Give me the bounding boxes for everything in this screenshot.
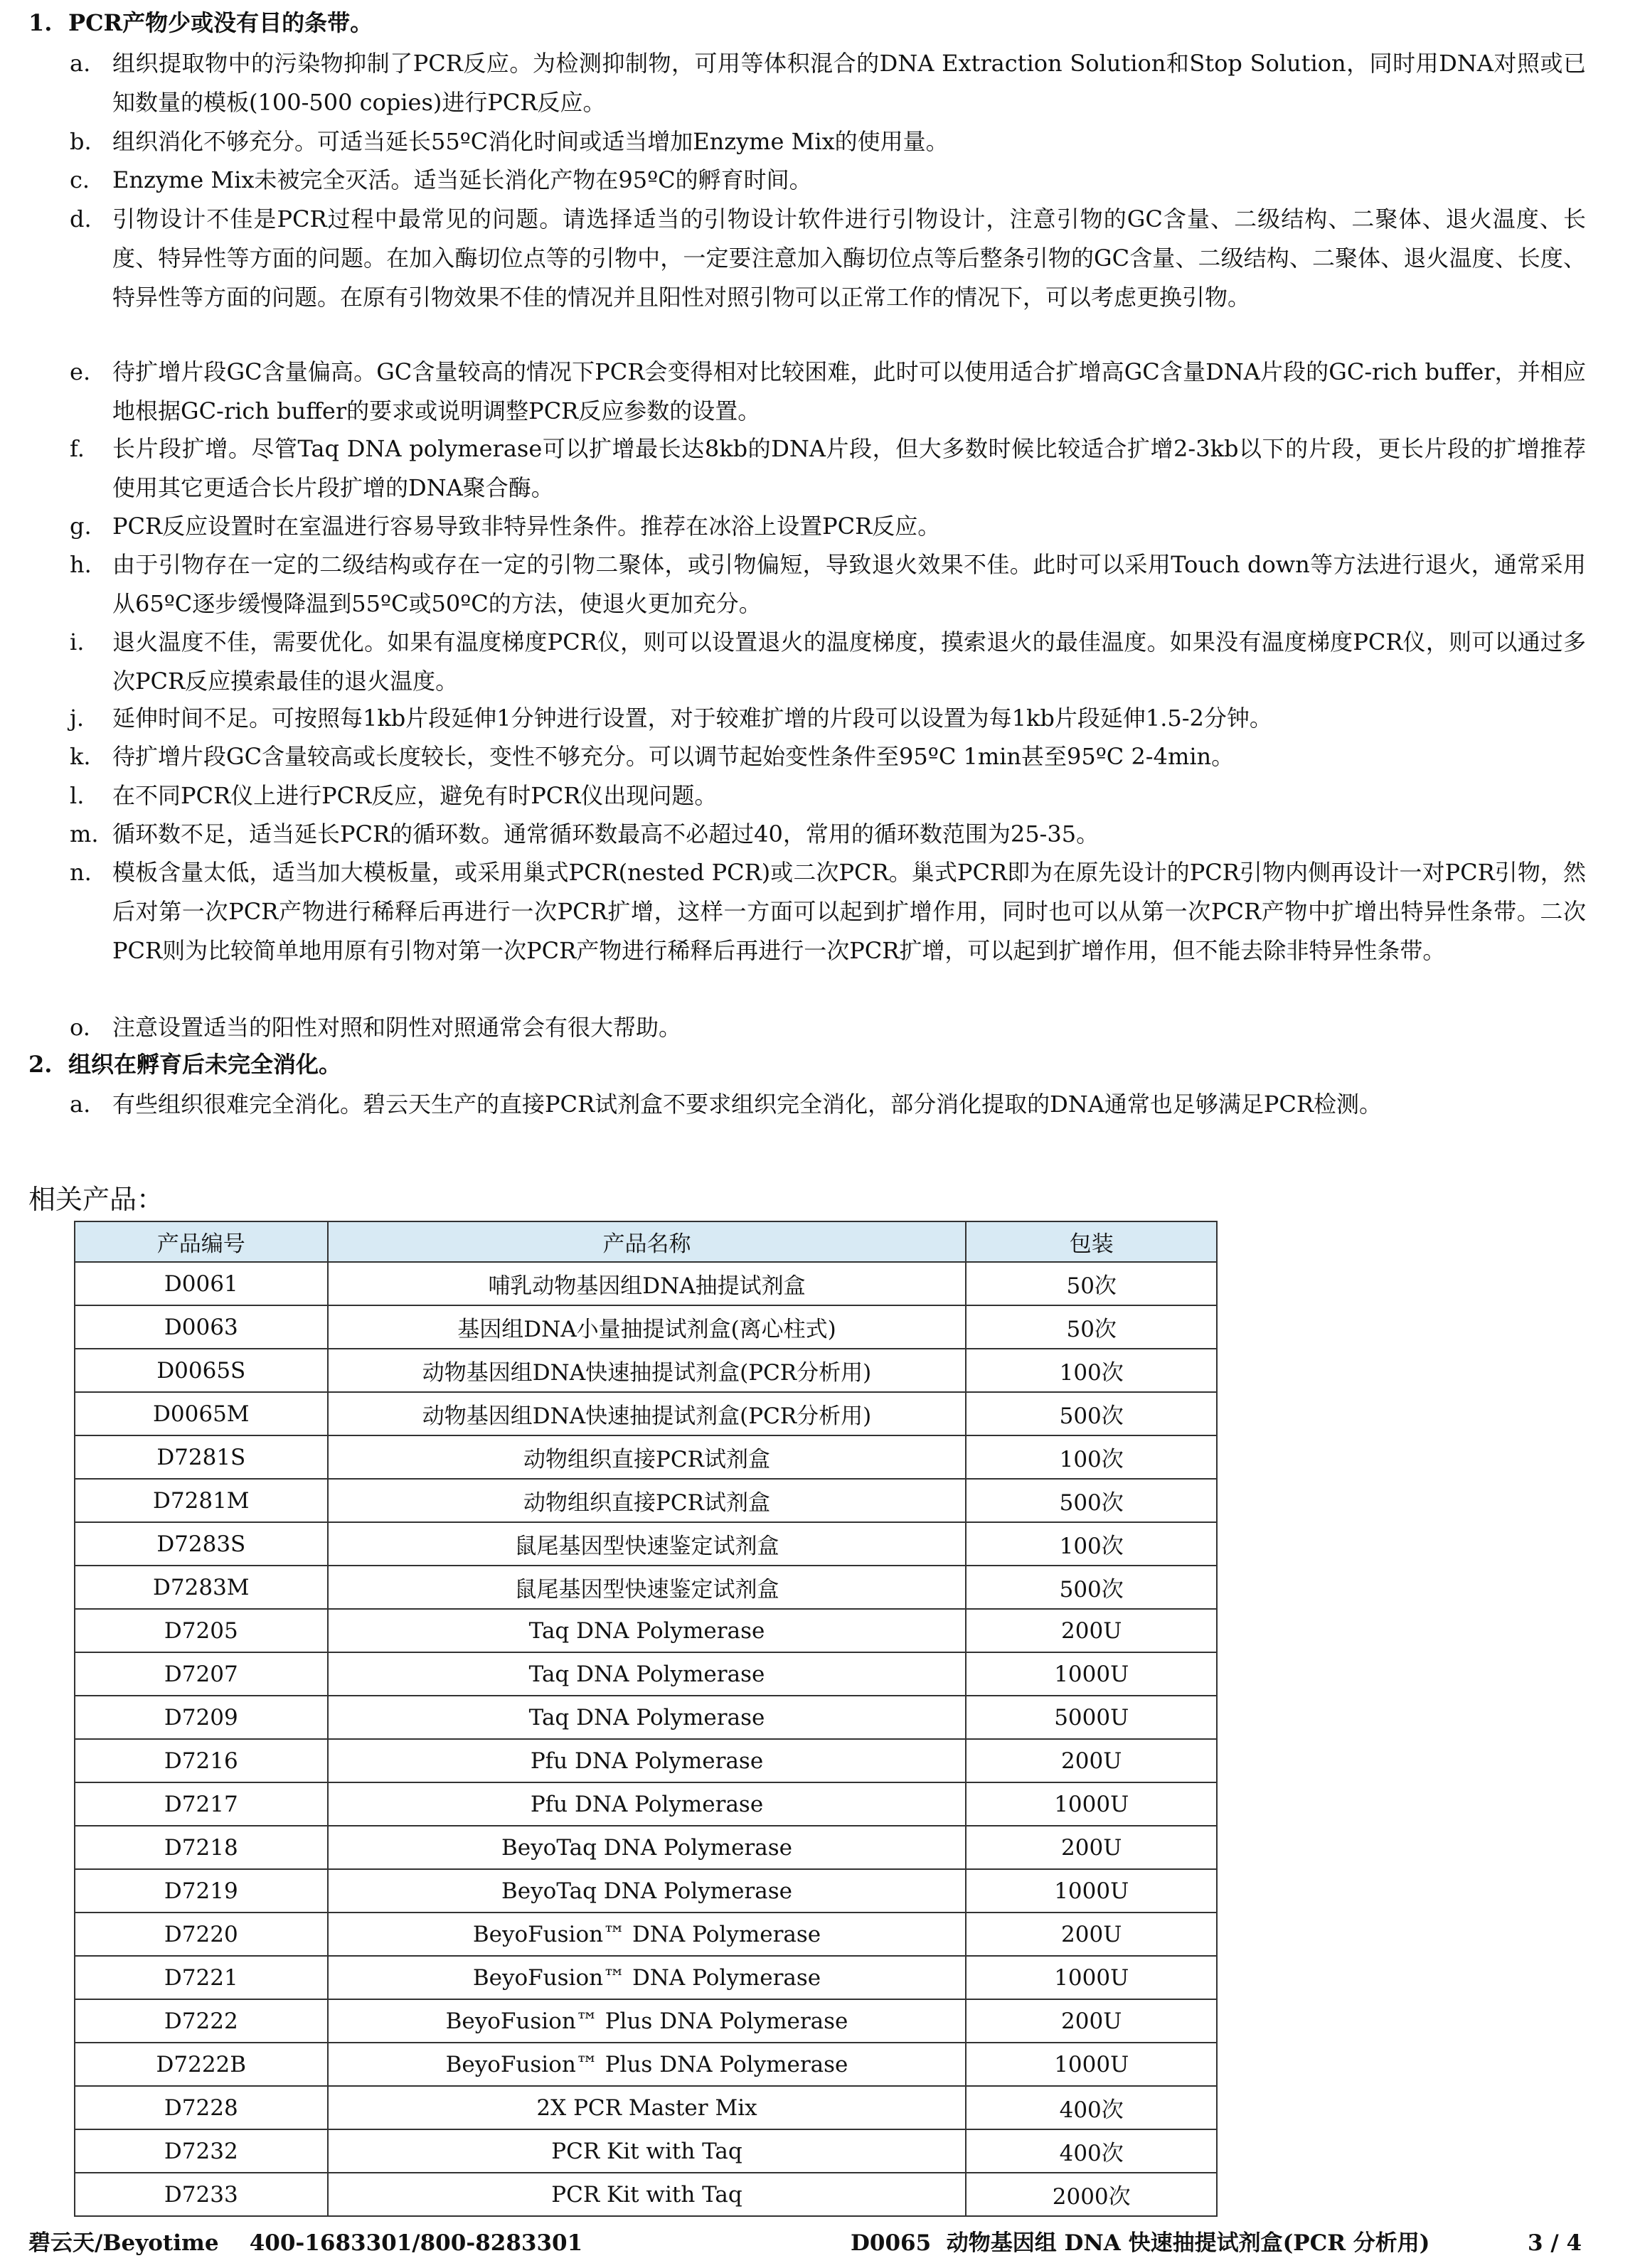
footer-product-title: D0065 动物基因组 DNA 快速抽提试剂盒(PCR 分析用) bbox=[851, 2230, 1430, 2256]
footer-company-contact: 碧云天/Beyotime 400-1683301/800-8283301 bbox=[28, 2230, 583, 2256]
table-row bbox=[75, 1305, 1217, 1349]
product-package: 400次 bbox=[966, 2086, 1217, 2129]
product-name: PCR Kit with Taq bbox=[328, 2129, 967, 2173]
item-text: 延伸时间不足。可按照每1kb片段延伸1分钟进行设置，对于较难扩增的片段可以设置为每1kb片段延伸1.5-2分钟。 bbox=[112, 705, 1272, 732]
item-letter: a. bbox=[70, 50, 91, 77]
product-name: Pfu DNA Polymerase bbox=[328, 1739, 967, 1782]
list-item bbox=[70, 737, 1586, 776]
list-item bbox=[70, 1085, 1586, 1124]
product-code: D0061 bbox=[75, 1262, 328, 1305]
table-row bbox=[75, 1782, 1217, 1826]
related-products-title: 相关产品： bbox=[28, 1184, 164, 1215]
item-letter: g. bbox=[70, 513, 92, 540]
footer-page-number: 3 / 4 bbox=[1528, 2230, 1582, 2256]
table-row bbox=[75, 1869, 1217, 1913]
product-name: 基因组DNA小量抽提试剂盒(离心柱式) bbox=[328, 1305, 967, 1349]
product-name: 动物组织直接PCR试剂盒 bbox=[328, 1435, 967, 1479]
product-name: Pfu DNA Polymerase bbox=[328, 1782, 967, 1826]
item-letter: j. bbox=[70, 705, 85, 732]
item-text: 有些组织很难完全消化。碧云天生产的直接PCR试剂盒不要求组织完全消化，部分消化提取的DNA通常也足够满足PCR检测。 bbox=[112, 1091, 1382, 1118]
list-item bbox=[70, 853, 1586, 970]
table-row bbox=[75, 2086, 1217, 2129]
header-product-code: 产品编号 bbox=[75, 1221, 328, 1262]
product-code: D7209 bbox=[75, 1696, 328, 1739]
list-item bbox=[70, 122, 1586, 161]
product-name: Taq DNA Polymerase bbox=[328, 1609, 967, 1652]
section-2-heading bbox=[28, 1049, 341, 1080]
product-code: D7222B bbox=[75, 2043, 328, 2086]
item-letter: e. bbox=[70, 358, 91, 385]
product-code: D7221 bbox=[75, 1956, 328, 1999]
list-item bbox=[70, 507, 1586, 546]
table-row bbox=[75, 1652, 1217, 1696]
list-item bbox=[70, 44, 1586, 122]
product-package: 1000U bbox=[966, 2043, 1217, 2086]
table-row bbox=[75, 2043, 1217, 2086]
table-row bbox=[75, 1956, 1217, 1999]
product-code: D7218 bbox=[75, 1826, 328, 1869]
list-item bbox=[70, 429, 1586, 508]
product-name: BeyoFusion™ Plus DNA Polymerase bbox=[328, 1999, 967, 2043]
product-name: BeyoTaq DNA Polymerase bbox=[328, 1826, 967, 1869]
product-package: 200U bbox=[966, 1913, 1217, 1956]
table-row bbox=[75, 1999, 1217, 2043]
item-letter: f. bbox=[70, 435, 85, 462]
item-text: 循环数不足，适当延长PCR的循环数。通常循环数最高不必超过40，常用的循环数范围为25-35。 bbox=[112, 820, 1099, 847]
list-item bbox=[70, 200, 1586, 317]
product-package: 1000U bbox=[966, 1652, 1217, 1696]
table-row bbox=[75, 2173, 1217, 2216]
product-code: D7283M bbox=[75, 1566, 328, 1609]
product-package: 100次 bbox=[966, 1349, 1217, 1392]
item-letter: m. bbox=[70, 820, 99, 847]
item-letter: b. bbox=[70, 128, 92, 155]
product-name: BeyoFusion™ Plus DNA Polymerase bbox=[328, 2043, 967, 2086]
product-code: D0065M bbox=[75, 1392, 328, 1435]
item-text: 退火温度不佳，需要优化。如果有温度梯度PCR仪，则可以设置退火的温度梯度，摸索退火的最佳温度。如果没有温度梯度PCR仪，则可以通过多次PCR反应摸索最佳的退火温度。 bbox=[112, 628, 1586, 695]
item-text: PCR反应设置时在室温进行容易导致非特异性条件。推荐在冰浴上设置PCR反应。 bbox=[112, 513, 941, 540]
item-letter: a. bbox=[70, 1091, 91, 1118]
product-code: D7217 bbox=[75, 1782, 328, 1826]
item-letter: k. bbox=[70, 743, 91, 770]
product-code: D7222 bbox=[75, 1999, 328, 2043]
header-package: 包装 bbox=[966, 1221, 1217, 1262]
product-name: Taq DNA Polymerase bbox=[328, 1696, 967, 1739]
product-code: D0065S bbox=[75, 1349, 328, 1392]
product-name: 鼠尾基因型快速鉴定试剂盒 bbox=[328, 1566, 967, 1609]
product-package: 2000次 bbox=[966, 2173, 1217, 2216]
table-row bbox=[75, 1262, 1217, 1305]
table-row bbox=[75, 1349, 1217, 1392]
item-letter: h. bbox=[70, 551, 92, 578]
table-row bbox=[75, 1826, 1217, 1869]
section-1-heading bbox=[28, 7, 373, 38]
table-row bbox=[75, 1566, 1217, 1609]
table-header-row bbox=[75, 1221, 1217, 1262]
product-package: 100次 bbox=[966, 1435, 1217, 1479]
product-name: 动物基因组DNA快速抽提试剂盒(PCR分析用) bbox=[328, 1392, 967, 1435]
product-package: 500次 bbox=[966, 1392, 1217, 1435]
item-text: 模板含量太低，适当加大模板量，或采用巢式PCR(nested PCR)或二次PCR。巢式PCR即为在原先设计的PCR引物内侧再设计一对PCR引物，然后对第一次PCR产物进行稀释后再进行一次PCR扩增，这样一方面可以起到扩增作用，同时也可以从第一次PCR产物中扩增出特异性条带。二次PCR则为比较简单地用原有引物对第一次PCR产物进行稀释后再进行一次PCR扩增，可以起到扩增作用，但不能去除非特异性条带。 bbox=[112, 859, 1586, 964]
table-row bbox=[75, 1739, 1217, 1782]
table-row bbox=[75, 2129, 1217, 2173]
table-row bbox=[75, 1435, 1217, 1479]
related-products-table bbox=[74, 1221, 1218, 2217]
item-letter: n. bbox=[70, 859, 92, 886]
product-code: D7281S bbox=[75, 1435, 328, 1479]
product-name: 鼠尾基因型快速鉴定试剂盒 bbox=[328, 1522, 967, 1566]
product-name: BeyoTaq DNA Polymerase bbox=[328, 1869, 967, 1913]
item-text: 组织提取物中的污染物抑制了PCR反应。为检测抑制物，可用等体积混合的DNA Extraction Solution和Stop Solution，同时用DNA对照或已知数量的模板(100-500 copies)进行PCR反应。 bbox=[112, 50, 1586, 116]
item-text: 待扩增片段GC含量偏高。GC含量较高的情况下PCR会变得相对比较困难，此时可以使用适合扩增高GC含量DNA片段的GC-rich buffer，并相应地根据GC-rich buffer的要求或说明调整PCR反应参数的设置。 bbox=[112, 358, 1586, 424]
item-text: 待扩增片段GC含量较高或长度较长，变性不够充分。可以调节起始变性条件至95ºC 1min甚至95ºC 2-4min。 bbox=[112, 743, 1235, 770]
table-row bbox=[75, 1913, 1217, 1956]
list-item bbox=[70, 353, 1586, 431]
product-name: 2X PCR Master Mix bbox=[328, 2086, 967, 2129]
product-code: D7283S bbox=[75, 1522, 328, 1566]
product-name: BeyoFusion™ DNA Polymerase bbox=[328, 1956, 967, 1999]
section-title: PCR产物少或没有目的条带。 bbox=[68, 9, 373, 36]
item-text: 注意设置适当的阳性对照和阴性对照通常会有很大帮助。 bbox=[112, 1014, 682, 1041]
section-title: 组织在孵育后未完全消化。 bbox=[68, 1051, 342, 1078]
product-code: D7207 bbox=[75, 1652, 328, 1696]
item-letter: c. bbox=[70, 166, 90, 193]
list-item bbox=[70, 776, 1586, 815]
product-name: PCR Kit with Taq bbox=[328, 2173, 967, 2216]
item-text: Enzyme Mix未被完全灭活。适当延长消化产物在95ºC的孵育时间。 bbox=[112, 166, 812, 193]
item-letter: d. bbox=[70, 205, 92, 232]
product-package: 50次 bbox=[966, 1305, 1217, 1349]
product-package: 50次 bbox=[966, 1262, 1217, 1305]
list-item bbox=[70, 161, 1586, 200]
product-name: BeyoFusion™ DNA Polymerase bbox=[328, 1913, 967, 1956]
product-package: 400次 bbox=[966, 2129, 1217, 2173]
item-letter: o. bbox=[70, 1014, 90, 1041]
item-letter: i. bbox=[70, 628, 85, 656]
product-package: 1000U bbox=[966, 1869, 1217, 1913]
product-package: 1000U bbox=[966, 1956, 1217, 1999]
product-code: D7220 bbox=[75, 1913, 328, 1956]
item-text: 组织消化不够充分。可适当延长55ºC消化时间或适当增加Enzyme Mix的使用量。 bbox=[112, 128, 949, 155]
product-package: 5000U bbox=[966, 1696, 1217, 1739]
list-item bbox=[70, 1008, 1586, 1047]
product-package: 100次 bbox=[966, 1522, 1217, 1566]
header-product-name: 产品名称 bbox=[328, 1221, 967, 1262]
table-row bbox=[75, 1479, 1217, 1522]
product-code: D7232 bbox=[75, 2129, 328, 2173]
product-package: 500次 bbox=[966, 1566, 1217, 1609]
product-package: 200U bbox=[966, 1999, 1217, 2043]
product-name: 动物基因组DNA快速抽提试剂盒(PCR分析用) bbox=[328, 1349, 967, 1392]
product-package: 200U bbox=[966, 1739, 1217, 1782]
table-row bbox=[75, 1696, 1217, 1739]
table-row bbox=[75, 1392, 1217, 1435]
product-package: 200U bbox=[966, 1826, 1217, 1869]
product-code: D7219 bbox=[75, 1869, 328, 1913]
section-number: 2. bbox=[28, 1051, 53, 1078]
item-text: 由于引物存在一定的二级结构或存在一定的引物二聚体，或引物偏短，导致退火效果不佳。此时可以采用Touch down等方法进行退火，通常采用从65ºC逐步缓慢降温到55ºC或50ºC的方法，使退火更加充分。 bbox=[112, 551, 1586, 617]
product-name: Taq DNA Polymerase bbox=[328, 1652, 967, 1696]
table-row bbox=[75, 1522, 1217, 1566]
list-item bbox=[70, 623, 1586, 701]
product-package: 200U bbox=[966, 1609, 1217, 1652]
product-code: D7228 bbox=[75, 2086, 328, 2129]
list-item bbox=[70, 545, 1586, 624]
table-row bbox=[75, 1609, 1217, 1652]
product-name: 哺乳动物基因组DNA抽提试剂盒 bbox=[328, 1262, 967, 1305]
item-letter: l. bbox=[70, 782, 85, 809]
product-package: 1000U bbox=[966, 1782, 1217, 1826]
item-text: 在不同PCR仪上进行PCR反应，避免有时PCR仪出现问题。 bbox=[112, 782, 718, 809]
product-code: D7205 bbox=[75, 1609, 328, 1652]
product-code: D0063 bbox=[75, 1305, 328, 1349]
product-code: D7216 bbox=[75, 1739, 328, 1782]
list-item bbox=[70, 815, 1586, 854]
section-number: 1. bbox=[28, 9, 53, 36]
product-name: 动物组织直接PCR试剂盒 bbox=[328, 1479, 967, 1522]
item-text: 长片段扩增。尽管Taq DNA polymerase可以扩增最长达8kb的DNA片段，但大多数时候比较适合扩增2-3kb以下的片段，更长片段的扩增推荐使用其它更适合长片段扩增的DNA聚合酶。 bbox=[112, 435, 1586, 501]
product-code: D7233 bbox=[75, 2173, 328, 2216]
product-code: D7281M bbox=[75, 1479, 328, 1522]
product-package: 500次 bbox=[966, 1479, 1217, 1522]
item-text: 引物设计不佳是PCR过程中最常见的问题。请选择适当的引物设计软件进行引物设计，注意引物的GC含量、二级结构、二聚体、退火温度、长度、特异性等方面的问题。在加入酶切位点等的引物中，一定要注意加入酶切位点等后整条引物的GC含量、二级结构、二聚体、退火温度、长度、特异性等方面的问题。在原有引物效果不佳的情况并且阳性对照引物可以正常工作的情况下，可以考虑更换引物。 bbox=[112, 205, 1586, 311]
list-item bbox=[70, 699, 1586, 738]
